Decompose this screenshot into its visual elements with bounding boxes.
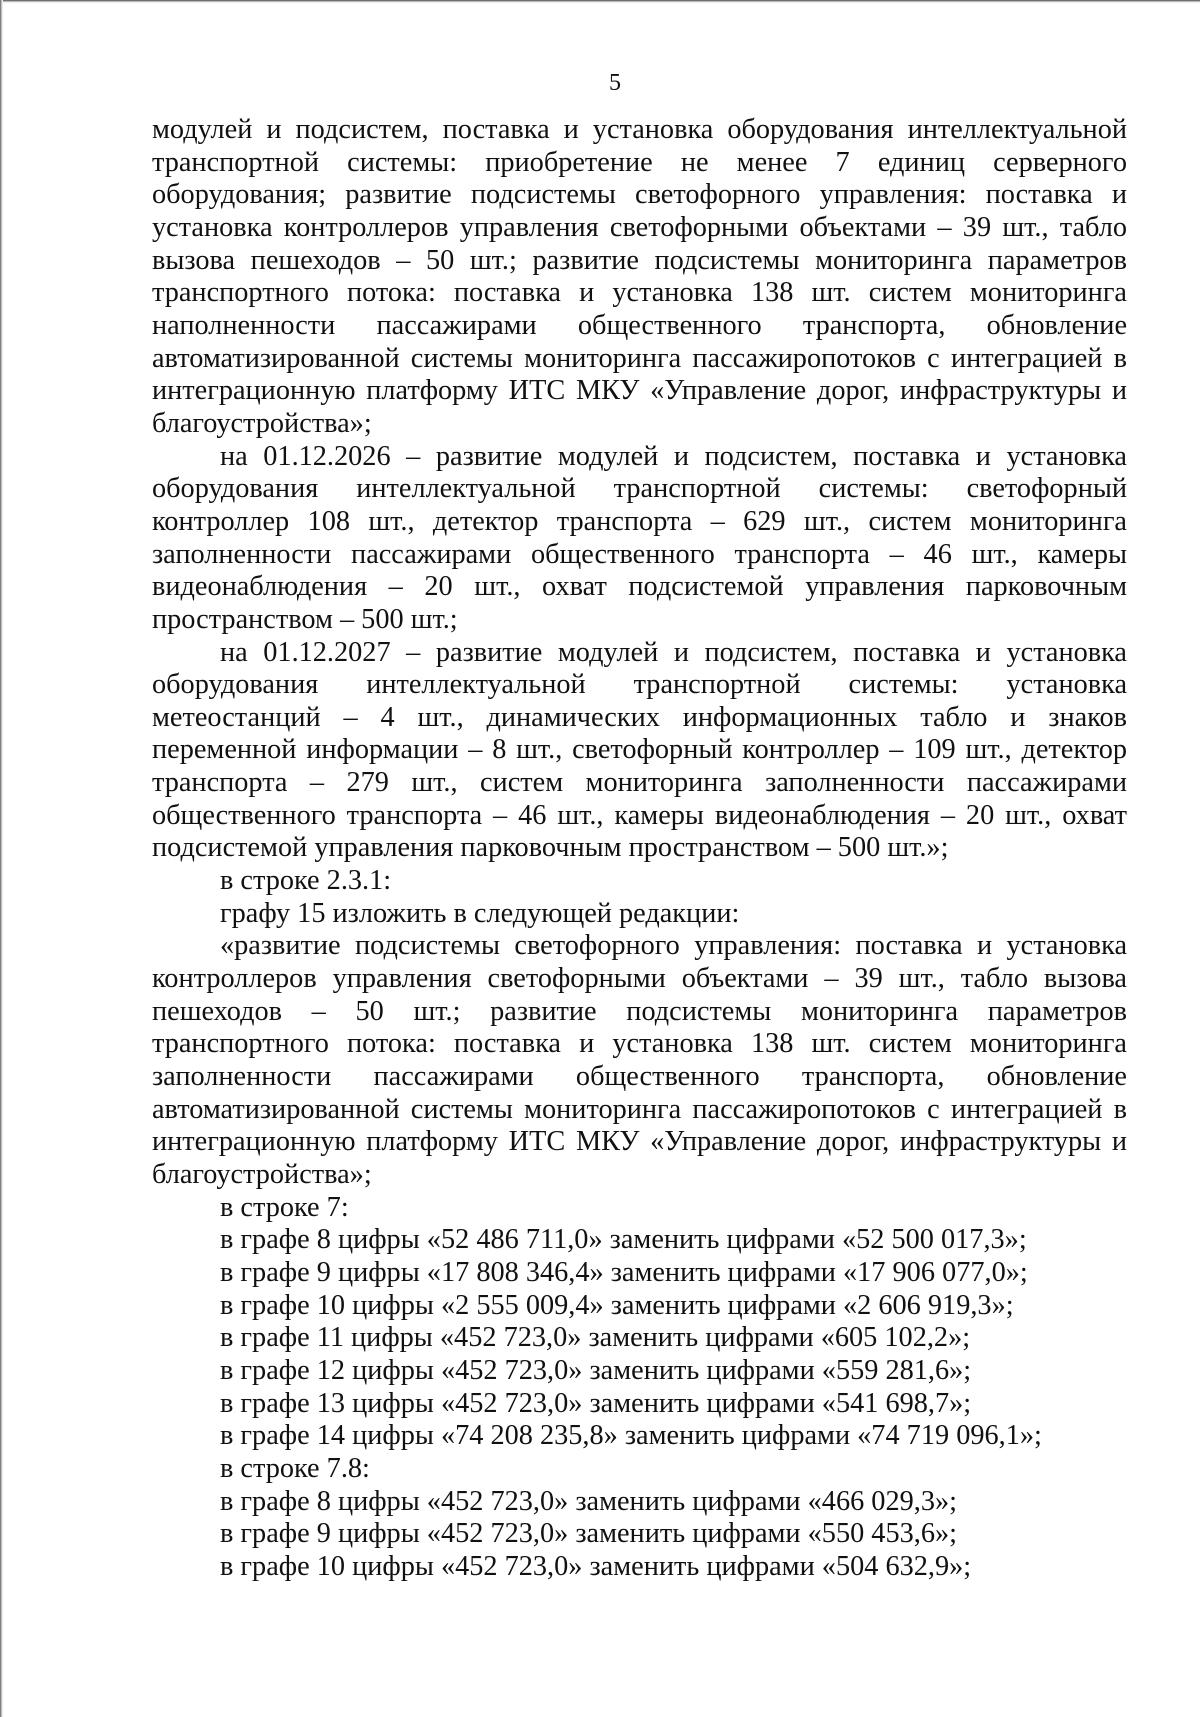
document-body (152, 114, 1127, 1584)
row-7-8-item: в графе 9 цифры «452 723,0» заменить цифрами «550 453,6»; (220, 1518, 957, 1550)
row-7-item: в графе 14 цифры «74 208 235,8» заменить цифрами «74 719 096,1»; (220, 1420, 1042, 1452)
row-7-8-heading: в строке 7.8: (220, 1452, 370, 1484)
paragraph: «развитие подсистемы светофорного управления: поставка и установка контроллеров управления светофорными объектами – 39 шт., табло вызова пешеходов – 50 шт.; развитие подсистемы мониторинга параметров транспортного потока: поставка и установка 138 шт. систем мониторинга заполненности пассажирами общественного транспорта, обновление автоматизированной системы мониторинга пассажиропотоков с интеграцией в интеграционную платформу ИТС МКУ «Управление дорог, инфраструктуры и благоустройства»; (152, 930, 1127, 1190)
scan-left-edge (0, 0, 3, 1717)
scan-top-edge (0, 0, 1200, 3)
row-7-item: в графе 13 цифры «452 723,0» заменить цифрами «541 698,7»; (220, 1387, 972, 1419)
row-7-item: в графе 8 цифры «52 486 711,0» заменить цифрами «52 500 017,3»; (220, 1224, 1027, 1256)
row-7-item: в графе 10 цифры «2 555 009,4» заменить цифрами «2 606 919,3»; (220, 1289, 1014, 1321)
row-7-item: в графе 9 цифры «17 808 346,4» заменить цифрами «17 906 077,0»; (220, 1256, 1028, 1288)
paragraph: на 01.12.2027 – развитие модулей и подсистем, поставка и установка оборудования интеллектуальной транспортной системы: установка метеостанций – 4 шт., динамических информационных табло и знаков переменной информации – 8 шт., светофорный контроллер – 109 шт., детектор транспорта – 279 шт., систем мониторинга заполненности пассажирами общественного транспорта – 46 шт., камеры видеонаблюдения – 20 шт., охват подсистемой управления парковочным пространством – 500 шт.»; (152, 636, 1127, 864)
paragraph: в строке 2.3.1: (220, 865, 392, 897)
paragraph: графу 15 изложить в следующей редакции: (220, 897, 740, 929)
row-7-item: в графе 11 цифры «452 723,0» заменить цифрами «605 102,2»; (220, 1322, 971, 1354)
row-7-8-item: в графе 8 цифры «452 723,0» заменить цифрами «466 029,3»; (220, 1485, 957, 1517)
page-number: 5 (609, 70, 621, 96)
row-7-heading: в строке 7: (220, 1191, 349, 1223)
paragraph: модулей и подсистем, поставка и установка оборудования интеллектуальной транспортной системы: приобретение не менее 7 единиц серверного оборудования; развитие подсистемы светофорного управления: поставка и установка контроллеров управления светофорными объектами – 39 шт., табло вызова пешеходов – 50 шт.; развитие подсистемы мониторинга параметров транспортного потока: поставка и установка 138 шт. систем мониторинга наполненности пассажирами общественного транспорта, обновление автоматизированной системы мониторинга пассажиропотоков с интеграцией в интеграционную платформу ИТС МКУ «Управление дорог, инфраструктуры и благоустройства»; (152, 114, 1127, 439)
paragraph: на 01.12.2026 – развитие модулей и подсистем, поставка и установка оборудования интеллектуальной транспортной системы: светофорный контроллер 108 шт., детектор транспорта – 629 шт., систем мониторинга заполненности пассажирами общественного транспорта – 46 шт., камеры видеонаблюдения – 20 шт., охват подсистемой управления парковочным пространством – 500 шт.; (152, 440, 1127, 635)
row-7-item: в графе 12 цифры «452 723,0» заменить цифрами «559 281,6»; (220, 1354, 972, 1386)
row-7-8-item: в графе 10 цифры «452 723,0» заменить цифрами «504 632,9»; (220, 1550, 972, 1582)
